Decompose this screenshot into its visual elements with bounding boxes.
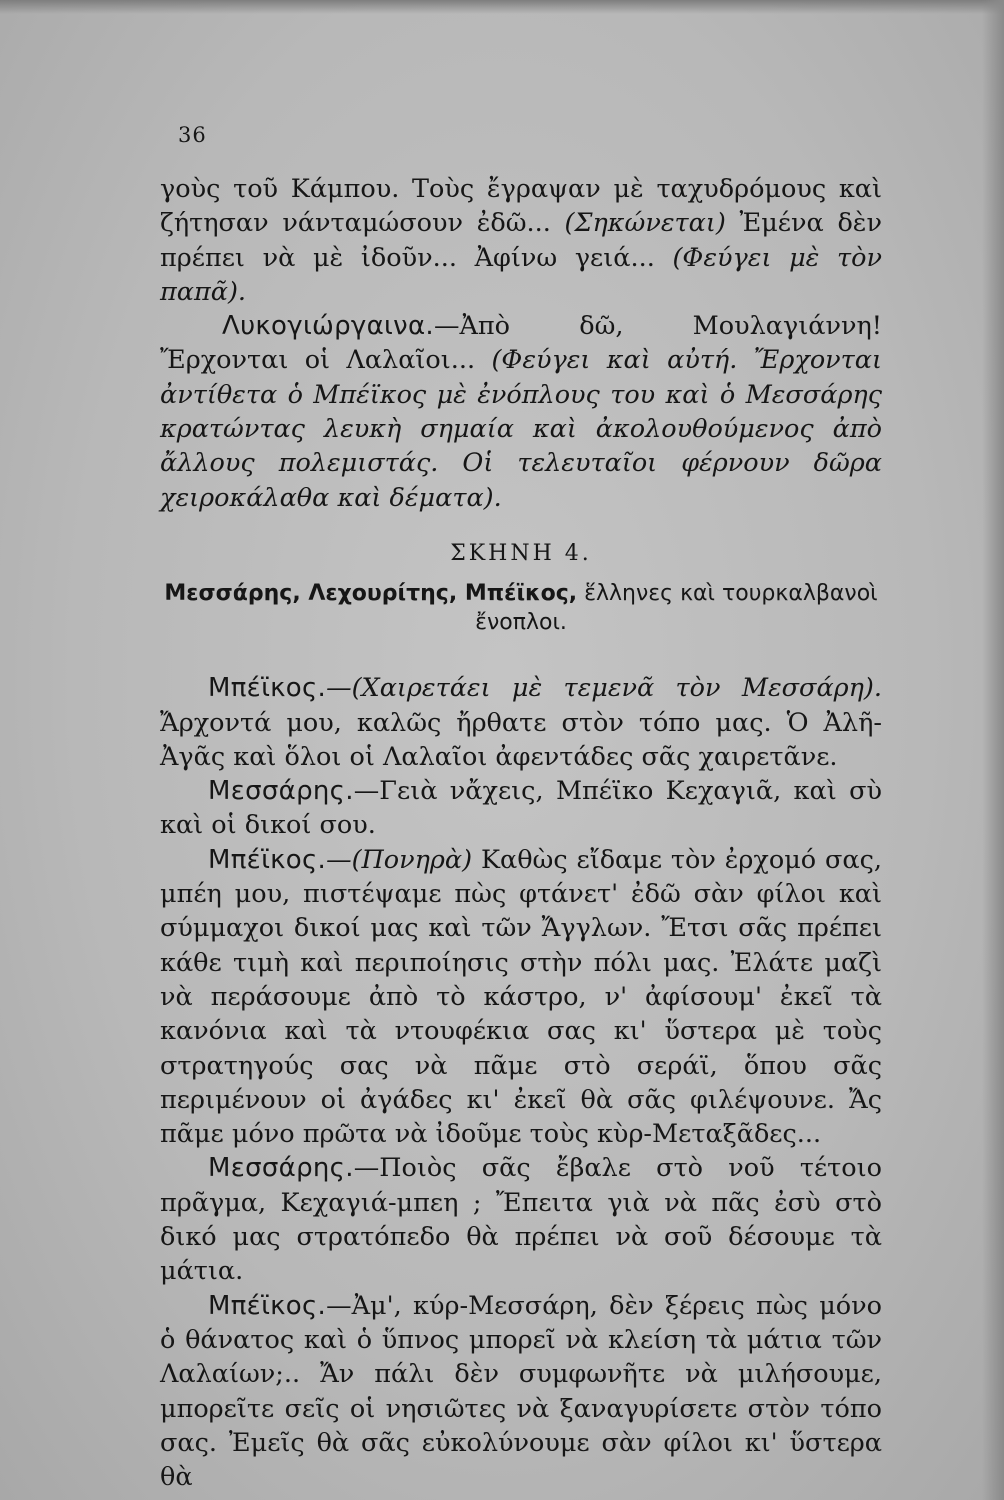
paragraph-text: Ἐμένα δὲν πρέπει νὰ μὲ ἰδοῦν... Ἀφίνω γειά...	[160, 208, 882, 273]
cast-extra: ἕλληνες καὶ τουρκαλβανοὶ ἔνοπλοι.	[475, 581, 878, 636]
page-number: 36	[178, 123, 207, 147]
dialogue-text: —Ποιὸς σᾶς ἔβαλε στὸ νοῦ τέτοιο πρᾶγμα, Κεχαγιά-μπεη ; Ἔπειτα γιὰ νὰ πᾶς ἐσὺ στὸ δικό μας στρατόπεδο θὰ πρέπει νὰ σοῦ δέσουμε τὰ μάτια.	[160, 1153, 882, 1287]
dialogue-line	[160, 671, 882, 774]
dialogue-text: Καθὼς εἴδαμε τὸν ἐρχομό σας, μπέη μου, πιστέψαμε πὼς φτάνετ' ἐδῶ σὰν φίλοι καὶ σύμμαχοι δικοί μας καὶ τῶν Ἄγγλων. Ἔτσι σᾶς πρέπει κάθε τιμὴ καὶ περιποίησις στὴν πόλι μας. Ἐλάτε μαζὶ νὰ περάσουμε ἀπὸ τὸ κάστρο, ν' ἀφίσουμ' ἐκεῖ τὰ κανόνια καὶ τὰ ντουφέκια σας κι' ὕστερα μὲ τοὺς στρατηγούς σας νὰ πᾶμε στὸ σεράϊ, ὅπου σᾶς περιμένουν οἱ ἀγάδες κι' ἐκεῖ θὰ σᾶς φιλέψουνε. Ἄς πᾶμε μόνο πρῶτα νὰ ἰδοῦμε τοὺς κὺρ-Μεταξᾶδες...	[160, 844, 882, 1150]
page-top-shadow	[0, 0, 1004, 14]
scene-cast	[160, 579, 882, 637]
dialogue-text: —Γειὰ νἄχεις, Μπέϊκο Κεχαγιᾶ, καὶ σὺ καὶ οἱ δικοί σου.	[160, 776, 882, 841]
page-body	[160, 172, 882, 1494]
dialogue-text: —Ἀμ', κύρ-Μεσσάρη, δὲν ξέρεις πὼς μόνο ὁ θάνατος καὶ ὁ ὕπνος μπορεῖ νὰ κλείση τὰ μάτια τῶν Λαλαίων;.. Ἄν πάλι δὲν συμφωνῆτε νὰ μιλήσουμε, μπορεῖτε σεῖς οἱ νησιῶτες νὰ ξαναγυρίσετε στὸν τόπο σας. Ἐμεῖς θὰ σᾶς εὐκολύνουμε σὰν φίλοι κι' ὕστερα θὰ	[160, 1290, 882, 1493]
dialogue-line	[160, 843, 882, 1152]
speaker-name: Λυκογιώργαινα.	[222, 311, 434, 342]
speaker-name: Μπέϊκος.	[208, 673, 327, 704]
speaker-name: Μεσσάρης.	[208, 1153, 354, 1184]
paragraph	[160, 172, 882, 309]
stage-direction: —(Πονηρὰ)	[326, 844, 473, 875]
speaker-name: Μπέϊκος.	[208, 1290, 327, 1321]
dialogue-line	[160, 1289, 882, 1495]
dialogue-line	[160, 1151, 882, 1288]
stage-direction: (Σηκώνεται)	[564, 208, 726, 239]
speaker-name: Μπέϊκος.	[208, 844, 327, 875]
dialogue-line	[160, 774, 882, 843]
stage-direction: (Φεύγει μὲ τὸν παπᾶ).	[160, 242, 882, 307]
page-right-shadow	[982, 0, 1004, 1500]
stage-direction: —(Χαιρετάει μὲ τεμενᾶ τὸν Μεσσάρη).	[326, 673, 882, 704]
dialogue-line	[160, 309, 882, 515]
cast-names: Μεσσάρης, Λεχουρίτης, Μπέϊκος,	[164, 581, 578, 607]
speaker-name: Μεσσάρης.	[208, 776, 354, 807]
dialogue-text: Ἄρχοντά μου, καλῶς ἤρθατε στὸν τόπο μας. Ὁ Ἀλῆ-Ἀγᾶς καὶ ὅλοι οἱ Λαλαῖοι ἀφεντάδες σᾶς χαιρετᾶνε.	[160, 707, 882, 772]
scene-title: ΣΚΗΝΗ 4.	[450, 540, 592, 566]
dialogue-text: —Ἀπὸ δῶ, Μουλαγιάννη! Ἔρχονται οἱ Λαλαῖοι...	[160, 311, 882, 376]
paragraph-text: γοὺς τοῦ Κάμπου. Τοὺς ἔγραψαν μὲ ταχυδρόμους καὶ ζήτησαν νάνταμώσουν ἐδῶ...	[160, 174, 882, 239]
stage-direction: (Φεύγει καὶ αὐτή. Ἔρχονται ἀντίθετα ὁ Μπέϊκος μὲ ἐνόπλους του καὶ ὁ Μεσσάρης κρατώντας λευκὴ σημαία καὶ ἀκολουθούμενος ἀπὸ ἄλλους πολεμιστάς. Οἱ τελευταῖοι φέρνουν δῶρα χειροκάλαθα καὶ δέματα).	[160, 345, 882, 513]
